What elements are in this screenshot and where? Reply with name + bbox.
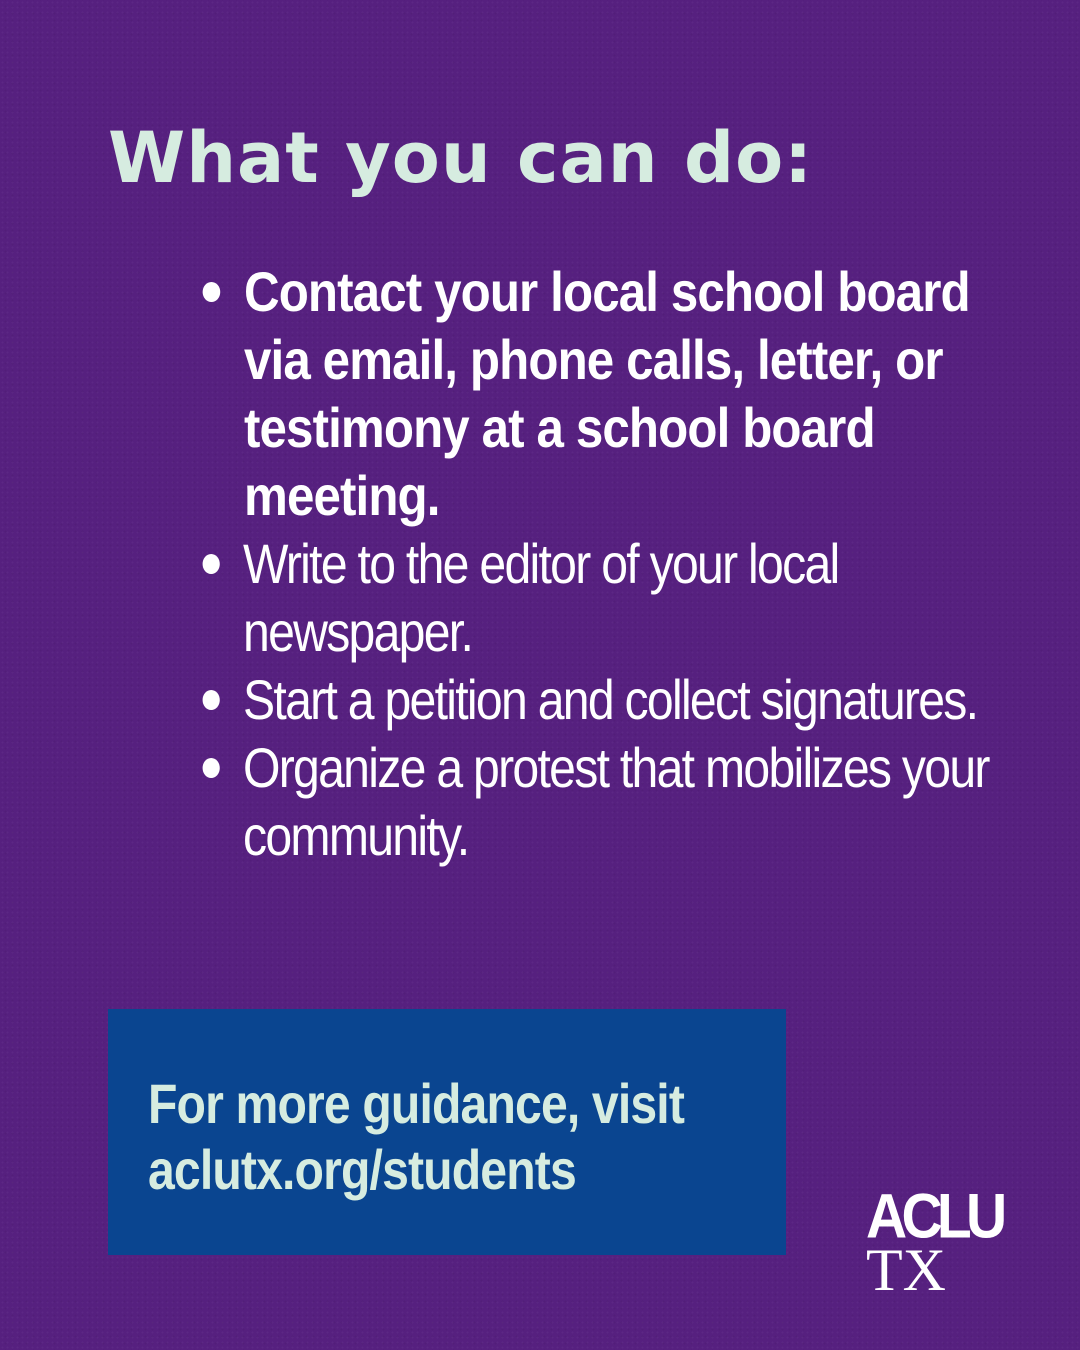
action-item-contact-school-board <box>200 258 1004 530</box>
bullet-icon <box>203 282 221 302</box>
guidance-text <box>148 1071 853 1203</box>
bullet-icon <box>203 758 220 778</box>
guidance-box <box>108 1009 786 1255</box>
logo-tx-wordmark: TX <box>866 1237 946 1303</box>
page-heading: What you can do: <box>108 117 814 199</box>
aclu-tx-logo <box>866 1180 1016 1303</box>
action-item-text: Write to the editor of your local newspaper. <box>243 532 839 663</box>
action-item-organize-protest <box>200 734 1003 870</box>
action-item-text: Contact your local school board via email, phone calls, letter, or testimony at a school board meeting. <box>244 260 970 527</box>
guidance-line: For more guidance, visit <box>148 1072 685 1135</box>
action-item-start-petition <box>200 666 1003 734</box>
bullet-icon <box>203 690 220 710</box>
logo-aclu-wordmark: ACLU <box>866 1180 1002 1252</box>
action-list <box>200 258 989 870</box>
action-item-text: Organize a protest that mobilizes your community. <box>243 736 989 867</box>
guidance-link[interactable]: aclutx.org/students <box>148 1138 576 1201</box>
action-item-write-editor <box>200 530 1003 666</box>
bullet-icon <box>203 554 220 574</box>
action-item-text: Start a petition and collect signatures. <box>243 668 978 731</box>
